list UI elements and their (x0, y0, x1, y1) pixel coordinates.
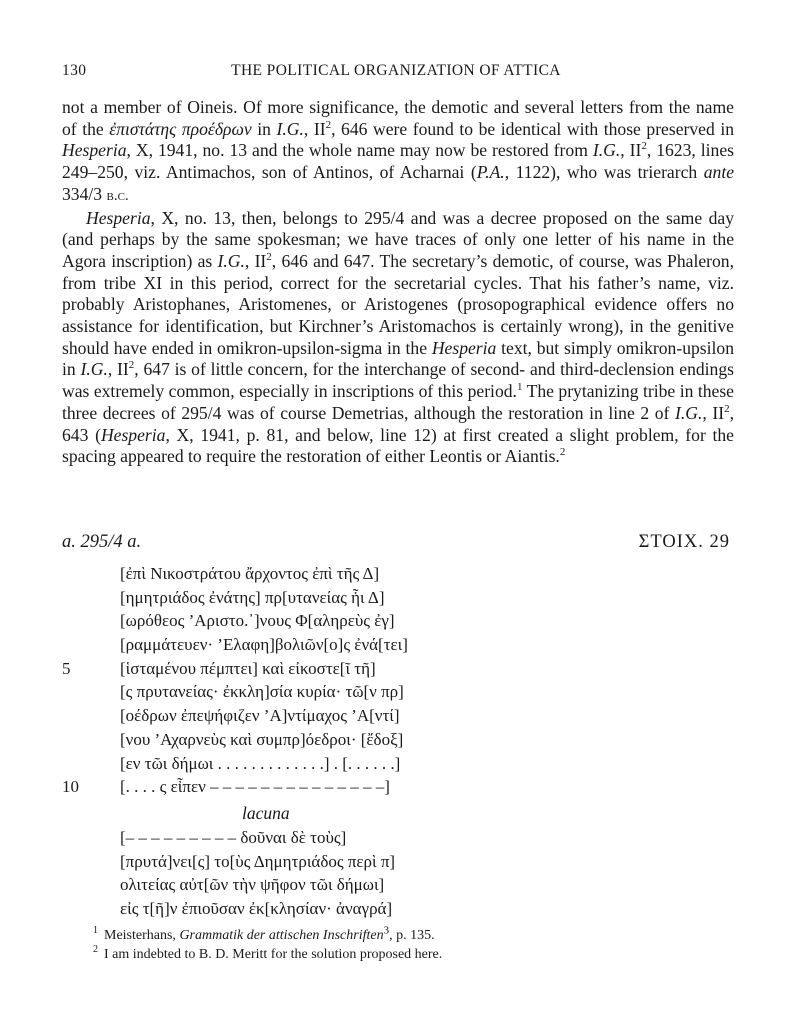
inscription-line: [οέδρων ἐπεψήφιζεν ’Α]ντίμαχος ’Α[ντί] (120, 706, 400, 726)
inscription-id: a. 295/4 a. (62, 532, 142, 552)
line-number: 5 (62, 658, 71, 678)
inscription-line: [ημητριάδος ἐνάτης] πρ[υτανείας ἧι Δ] (120, 587, 385, 607)
inscription-line: 10 [. . . . ς εἶπεν – – – – – – – – – – – – – –] (62, 777, 390, 797)
line-number: 10 (62, 777, 79, 797)
inscription-text-continued (62, 828, 562, 923)
inscription-line: [– – – – – – – – – δοῦναι δὲ τοὺς] (120, 828, 347, 847)
running-head: THE POLITICAL ORGANIZATION OF ATTICA (231, 62, 561, 79)
inscription-line: [ς πρυτανείας· ἐκκλη]σία κυρία· τῶ[ν πρ] (120, 682, 404, 702)
paragraph-1: not a member of Oineis. Of more significance, the demotic and several letters from the name of the ἐπιστάτης προέδρων in I.G., $II^2$, 646 were found to be identical with those preserved in Hesperia, X, 1941, no. 13 and the whole name may now be restored from I.G., $II^2$, 1623, lines 249–250, viz. Antimachos, son of Antinos, of Acharnai (P.A., 1122), who was trierarch ante 334/3 b.c. (62, 97, 735, 204)
page-number: 130 (62, 62, 87, 79)
page-header (62, 62, 730, 84)
lacuna-label: lacuna (242, 803, 290, 823)
inscription-text (62, 564, 562, 801)
inscription-line: [ἐπὶ Νικοστράτου ἄρχοντος ἐπὶ τῆς Δ] (120, 564, 380, 583)
stoichedon-label: ΣΤΟΙΧ. 29 (638, 532, 730, 552)
inscription-line: 5 [ἱσταμένου πέμπτει] καὶ εἰκοστε[ῖ τῆ] (62, 658, 376, 678)
inscription-line: [ραμμάτευεν· ’Ελαφη]βολιῶν[ο]ς ἐνά[τει] (120, 635, 408, 655)
footnotes (93, 926, 713, 964)
footnote-1: $^1$ Meisterhans, Grammatik der attischen Inschriften$^3$, p. 135. (93, 924, 435, 943)
footnote-ref-2[interactable]: 2 (559, 446, 566, 459)
inscription-line: [ωρόθεος ’Αριστο.᾽]νους Φ[αληρεὺς ἐγ] (120, 611, 395, 631)
inscription-line: [νου ’Αχαρνεὺς καὶ συμπρ]όεδροι· [ἔδοξ] (120, 729, 404, 749)
body-text (62, 97, 734, 468)
paragraph-2: Hesperia, X, no. 13, then, belongs to 295/4 and was a decree proposed on the same day (and perhaps by the same spokesman; we have traces of only one letter of his name in the Agora inscription) as I.G., $II^2$, 646 and 647. The secretary’s demotic, of course, was Phaleron, from tribe XI in this period, correct for the secretarial cycles. That his father’s name, viz. probably Aristophanes, Aristomenes, or Aristogenes (prosopographical evidence offers no assistance for identification, but Kirchner’s Aristomachos is certainly wrong), in the genitive should have ended in omikron-upsilon-sigma in the Hesperia text, but simply omikron-upsilon in I.G., $II^2$, 647 is of little concern, for the interchange of second- and third-declension endings was extremely common, especially in inscriptions of this period.$^1$ The prytanizing tribe in these three decrees of 295/4 was of course Demetrias, although the restoration in line 2 of I.G., $II^2$, 643 (Hesperia, X, 1941, p. 81, and below, line 12) at first created a slight problem, for the spacing appeared to require the restoration of either Leontis or Aiantis.$^2$ (62, 207, 735, 467)
inscription-line: [εν τῶι δήμωι . . . . . . . . . . . . .] . [. . . . . .] (120, 753, 401, 773)
inscription-line: ολιτείας αὐτ[ῶν τὴν ψῆφον τῶι δήμωι] (120, 875, 385, 895)
footnote-ref-1[interactable]: 1 (516, 381, 523, 394)
inscription-heading (62, 532, 730, 556)
footnote-2: $^2$ I am indebted to B. D. Meritt for the solution proposed here. (93, 944, 443, 962)
inscription-line: εἰς τ[ῆ]ν ἐπιοῦσαν ἐκ[κλησίαν· ἀναγρά] (120, 899, 393, 919)
greek-phrase: ἐπιστάτης προέδρων (109, 118, 252, 139)
inscription-line: [πρυτά]νει[ς] το[ὺς Δημητριάδος περὶ π] (120, 851, 396, 871)
